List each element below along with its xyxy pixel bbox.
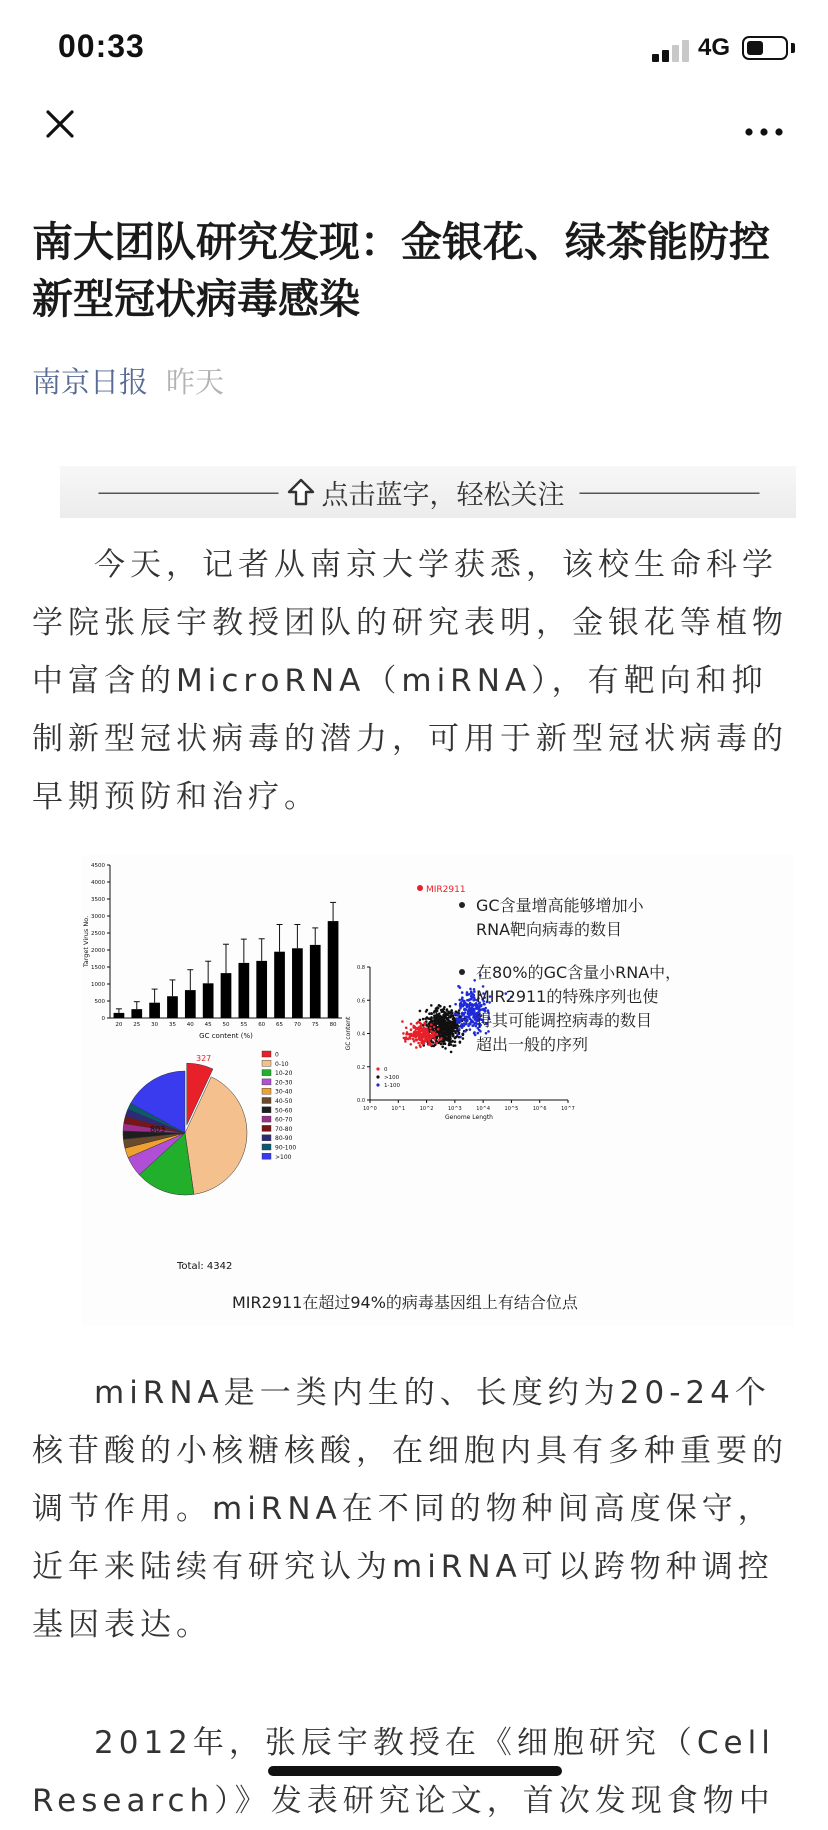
scatter-point xyxy=(430,1012,433,1015)
scatter-point xyxy=(464,1030,467,1033)
scatter-point xyxy=(458,1028,461,1031)
pie-legend-swatch xyxy=(262,1079,271,1085)
scatter-point xyxy=(438,1030,441,1033)
scatter-point xyxy=(440,1023,443,1026)
pie-legend-label: 0-10 xyxy=(275,1060,289,1068)
scatter-point xyxy=(415,1027,418,1030)
scatter-point xyxy=(462,1037,465,1040)
bar-y-tick-label: 2000 xyxy=(91,948,105,954)
scatter-point xyxy=(446,1009,449,1012)
scatter-point xyxy=(410,1023,413,1026)
scatter-point xyxy=(471,1011,474,1014)
scatter-legend-label: >100 xyxy=(384,1075,400,1081)
scatter-x-tick-label: 10^2 xyxy=(419,1106,434,1112)
scatter-point xyxy=(454,1041,457,1044)
scatter-point xyxy=(424,1036,427,1039)
bar-x-tick-label: 25 xyxy=(133,1022,141,1028)
pie-legend-label: 90-100 xyxy=(275,1144,297,1152)
bar-y-tick-label: 2500 xyxy=(91,931,105,937)
close-button[interactable] xyxy=(44,108,84,148)
bar-chart xyxy=(82,863,342,1040)
bar-y-tick-label: 3500 xyxy=(91,897,105,903)
scatter-y-label: GC content xyxy=(345,1016,352,1051)
scatter-point xyxy=(401,1020,404,1023)
scatter-point xyxy=(466,999,469,1002)
scatter-point xyxy=(463,1003,466,1006)
bar-x-tick-label: 50 xyxy=(222,1022,230,1028)
publish-date: 昨天 xyxy=(166,365,225,399)
paragraph-2: miRNA是一类内生的、长度约为20-24个核苷酸的小核糖核酸，在细胞内具有多种重要的调节作用。miRNA在不同的物种间高度保守，近年来陆续有研究认为miRNA可以跨物种调控基因表达。 xyxy=(32,1375,788,1643)
scatter-point xyxy=(417,1038,420,1041)
pie-legend-swatch xyxy=(262,1060,271,1066)
scatter-point xyxy=(421,1030,424,1033)
scatter-point xyxy=(447,1022,450,1025)
banner-divider-right: —————————— xyxy=(578,480,759,504)
scatter-point xyxy=(420,1023,423,1026)
scatter-point xyxy=(403,1037,406,1040)
arrow-up-icon xyxy=(286,477,316,507)
scatter-point xyxy=(473,996,476,999)
scatter-point xyxy=(415,1046,418,1049)
source-link[interactable]: 南京日报 xyxy=(32,365,149,399)
paragraph-1: 今天，记者从南京大学获悉，该校生命科学学院张辰宇教授团队的研究表明，金银花等植物中富含的MicroRNA（miRNA），有靶向和抑制新型冠状病毒的潜力，可用于新型冠状病毒的早期预防和治疗。 xyxy=(32,547,788,815)
scatter-y-tick-label: 0.8 xyxy=(357,965,365,971)
pie-legend-label: 70-80 xyxy=(275,1125,293,1133)
bar-x-tick-label: 65 xyxy=(276,1022,284,1028)
banner-divider-left: —————————— xyxy=(97,480,278,504)
pie-legend-swatch xyxy=(262,1135,271,1141)
scatter-point xyxy=(417,1034,420,1037)
scatter-point xyxy=(459,1003,462,1006)
bar xyxy=(203,983,214,1018)
scatter-point xyxy=(402,1032,405,1035)
close-icon xyxy=(44,108,84,148)
scatter-point xyxy=(415,1038,418,1041)
pie-legend-label: 40-50 xyxy=(275,1098,293,1105)
scatter-point xyxy=(452,1024,455,1027)
bullet-1-line-2: RNA靶向病毒的数目 xyxy=(476,920,623,939)
scatter-point xyxy=(473,1014,476,1017)
article-title: 南大团队研究发现：金银花、绿茶能防控新型冠状病毒感染 xyxy=(32,218,770,323)
scatter-point xyxy=(463,1019,466,1022)
scatter-point xyxy=(454,1027,457,1030)
pie-legend-swatch xyxy=(262,1144,271,1150)
scatter-legend-label: 0 xyxy=(384,1067,388,1073)
home-indicator[interactable] xyxy=(268,1766,562,1776)
more-icon xyxy=(740,112,792,148)
scatter-point xyxy=(448,1035,451,1038)
scatter-point xyxy=(413,1032,416,1035)
scatter-x-tick-label: 10^1 xyxy=(391,1106,406,1112)
scatter-point xyxy=(432,1041,435,1044)
bar-y-tick-label: 500 xyxy=(94,999,105,1005)
scatter-x-tick-label: 10^3 xyxy=(447,1106,462,1112)
article-meta xyxy=(32,360,224,401)
scatter-point xyxy=(433,1026,436,1029)
scatter-legend-marker xyxy=(376,1067,379,1070)
scatter-point xyxy=(423,1042,426,1045)
paragraph-3: 2012年，张辰宇教授在《细胞研究（Cell Research）》发表研究论文，首次发现食物中 xyxy=(32,1725,775,1819)
scatter-point xyxy=(433,1035,436,1038)
scatter-point xyxy=(419,1010,422,1013)
bullet-dot xyxy=(459,902,465,908)
bar-y-tick-label: 1000 xyxy=(91,982,105,988)
bar-y-tick-label: 1500 xyxy=(91,965,105,971)
pie-legend-label: 10-20 xyxy=(275,1070,293,1078)
scatter-point xyxy=(429,1027,432,1030)
scatter-point xyxy=(407,1038,410,1041)
bullet-1-line-1: GC含量增高能够增加小 xyxy=(476,896,644,915)
scatter-point xyxy=(457,1017,460,1020)
bar xyxy=(328,921,339,1018)
scatter-point xyxy=(435,1022,438,1025)
bar-y-tick-label: 3000 xyxy=(91,914,105,920)
scatter-point xyxy=(421,1040,424,1043)
scatter-point xyxy=(447,1033,450,1036)
pie-legend-swatch xyxy=(262,1116,271,1122)
research-figure xyxy=(82,855,794,1325)
scatter-y-tick-label: 0.0 xyxy=(357,1098,365,1104)
bar-y-tick-label: 4000 xyxy=(91,880,105,886)
scatter-point xyxy=(417,1042,420,1045)
pie-legend-swatch xyxy=(262,1088,271,1094)
scatter-point xyxy=(469,1008,472,1011)
scatter-point xyxy=(466,1018,469,1021)
pie-callout-2: 803 xyxy=(150,1125,166,1134)
pie-total: Total: 4342 xyxy=(177,1261,233,1272)
bar-x-tick-label: 75 xyxy=(311,1022,319,1028)
scatter-y-tick-label: 0.4 xyxy=(357,1031,365,1038)
scatter-point xyxy=(405,1027,408,1030)
scatter-point xyxy=(446,1029,449,1032)
pie-legend-swatch xyxy=(262,1098,271,1104)
scatter-point xyxy=(412,1038,415,1041)
scatter-point xyxy=(444,1012,447,1015)
scatter-point xyxy=(469,1028,472,1031)
bar-legend-label: MIR2911 xyxy=(426,885,466,895)
bullet-2-line-1: 在80%的GC含量小RNA中， xyxy=(476,963,682,982)
bullet-dot xyxy=(459,969,465,975)
pie-legend-label: 80-90 xyxy=(275,1135,293,1143)
scatter-point xyxy=(449,1005,452,1008)
bar-x-tick-label: 45 xyxy=(204,1022,212,1028)
scatter-point xyxy=(420,1032,423,1035)
pie-legend-label: 60-70 xyxy=(275,1116,293,1124)
scatter-point xyxy=(465,1005,468,1008)
scatter-point xyxy=(444,1034,447,1037)
pie-legend-swatch xyxy=(262,1070,271,1076)
scatter-legend-label: 1-100 xyxy=(384,1083,400,1089)
scatter-point xyxy=(432,1033,435,1036)
bar-x-tick-label: 20 xyxy=(115,1022,123,1028)
pie-legend-swatch xyxy=(262,1107,271,1113)
scatter-point xyxy=(410,1033,413,1036)
scatter-point xyxy=(451,1040,454,1043)
bar-x-tick-label: 35 xyxy=(168,1022,176,1028)
scatter-y-tick-label: 0.6 xyxy=(357,998,365,1005)
scatter-point xyxy=(426,1009,429,1012)
scatter-point xyxy=(457,985,460,988)
scatter-point xyxy=(462,1012,465,1015)
scatter-point xyxy=(472,1021,475,1024)
scatter-point xyxy=(440,1043,443,1046)
scatter-point xyxy=(476,1007,479,1010)
scatter-point xyxy=(461,1023,464,1026)
scatter-x-tick-label: 10^5 xyxy=(504,1106,519,1112)
scatter-point xyxy=(439,1005,442,1008)
scatter-point xyxy=(473,994,476,997)
scatter-point xyxy=(435,1042,438,1045)
bar xyxy=(238,963,249,1018)
scatter-point xyxy=(445,1038,448,1041)
scatter-point xyxy=(444,1047,447,1050)
scatter-point xyxy=(465,1016,468,1019)
scatter-x-tick-label: 10^0 xyxy=(363,1106,377,1112)
scatter-point xyxy=(438,1039,441,1042)
scatter-point xyxy=(451,1028,454,1031)
scatter-point xyxy=(456,1021,459,1024)
bar xyxy=(256,961,267,1018)
scatter-point xyxy=(470,995,473,998)
scatter-point xyxy=(461,1005,464,1008)
bar xyxy=(114,1013,125,1018)
bullet-2-line-2: MIR2911的特殊序列也使 xyxy=(476,987,659,1006)
network-label: 4G xyxy=(698,34,731,61)
scatter-point xyxy=(430,1030,433,1033)
scatter-point xyxy=(424,1029,427,1032)
scatter-point xyxy=(441,1009,444,1012)
scatter-point xyxy=(441,1046,444,1049)
scatter-point xyxy=(440,1037,443,1040)
scatter-x-tick-label: 10^7 xyxy=(561,1106,575,1112)
battery-cap xyxy=(791,43,795,53)
scatter-point xyxy=(458,1009,461,1012)
scatter-point xyxy=(465,1023,468,1026)
status-time: 00:33 xyxy=(58,28,145,64)
scatter-point xyxy=(445,1017,448,1020)
scatter-point xyxy=(470,1013,473,1016)
scatter-point xyxy=(450,1009,453,1012)
bar xyxy=(292,948,303,1018)
scatter-point xyxy=(463,1000,466,1003)
bar-x-label: GC content (%) xyxy=(199,1032,253,1040)
figure-canvas xyxy=(82,855,794,1325)
bar-x-tick-label: 70 xyxy=(293,1022,301,1028)
status-bar xyxy=(0,0,828,100)
bar-y-tick-label: 0 xyxy=(101,1016,105,1022)
bar xyxy=(310,945,321,1018)
cellular-signal-icon xyxy=(652,38,692,62)
follow-text: 点击蓝字，轻松关注 xyxy=(321,479,565,511)
scatter-point xyxy=(424,1017,427,1020)
bar-x-tick-label: 55 xyxy=(240,1022,248,1028)
pie-legend-label: >100 xyxy=(275,1153,292,1161)
scatter-point xyxy=(444,1026,447,1029)
scatter-point xyxy=(468,998,471,1001)
scatter-x-tick-label: 10^6 xyxy=(532,1106,547,1112)
scatter-point xyxy=(443,1040,446,1043)
scatter-point xyxy=(436,1006,439,1009)
scatter-point xyxy=(430,1017,433,1020)
scatter-point xyxy=(438,1035,441,1038)
pie-legend-label: 30-40 xyxy=(275,1088,293,1096)
scatter-point xyxy=(422,1026,425,1029)
scatter-point xyxy=(461,996,464,999)
scatter-point xyxy=(466,993,469,996)
scatter-point xyxy=(437,1028,440,1031)
scatter-point xyxy=(448,1016,451,1019)
bar-x-tick-label: 60 xyxy=(258,1022,266,1028)
scatter-point xyxy=(461,1033,464,1036)
bar xyxy=(149,1003,160,1018)
scatter-point xyxy=(438,1016,441,1019)
scatter-point xyxy=(450,1033,453,1036)
scatter-point xyxy=(447,1013,450,1016)
bar xyxy=(167,996,178,1018)
scatter-point xyxy=(442,1014,445,1017)
scatter-point xyxy=(434,1019,437,1022)
bar-y-tick-label: 4500 xyxy=(91,863,105,869)
figure-caption: MIR2911在超过94%的病毒基因组上有结合位点 xyxy=(232,1293,578,1312)
scatter-point xyxy=(484,1007,487,1010)
scatter-point xyxy=(435,1033,438,1036)
scatter-point xyxy=(410,1028,413,1031)
bar-y-label: Target Virus No. xyxy=(82,915,90,968)
scatter-point xyxy=(452,1015,455,1018)
pie-legend-label: 20-30 xyxy=(275,1079,293,1087)
scatter-point xyxy=(458,999,461,1002)
scatter-point xyxy=(423,1021,426,1024)
bullet-2-line-4: 超出一般的序列 xyxy=(476,1035,589,1054)
scatter-x-tick-label: 10^4 xyxy=(476,1106,491,1112)
scatter-point xyxy=(430,1019,433,1022)
bar-x-tick-label: 30 xyxy=(151,1022,159,1028)
scatter-point xyxy=(430,1004,433,1007)
scatter-point xyxy=(440,1026,443,1029)
bullet-2-line-3: 得其可能调控病毒的数目 xyxy=(476,1011,653,1030)
pie-legend-label: 0 xyxy=(275,1051,279,1059)
scatter-point xyxy=(465,1008,468,1011)
scatter-point xyxy=(459,1036,462,1039)
bar xyxy=(131,1009,142,1018)
bar-x-tick-label: 80 xyxy=(329,1022,337,1028)
pie-callout-1: 327 xyxy=(196,1054,212,1063)
scatter-point xyxy=(471,1004,474,1007)
scatter-point xyxy=(450,1043,453,1046)
scatter-point xyxy=(458,1014,461,1017)
scatter-point xyxy=(429,1044,432,1047)
scatter-point xyxy=(449,1024,452,1027)
battery-icon xyxy=(742,36,788,60)
scatter-point xyxy=(459,1041,462,1044)
scatter-point xyxy=(453,1030,456,1033)
follow-banner[interactable] xyxy=(60,466,796,518)
scatter-point xyxy=(405,1033,408,1036)
pie-legend-swatch xyxy=(262,1051,271,1057)
scatter-point xyxy=(435,1010,438,1013)
more-button[interactable] xyxy=(740,112,792,148)
scatter-y-tick-label: 0.2 xyxy=(357,1064,365,1071)
bar-x-tick-label: 40 xyxy=(186,1022,194,1028)
scatter-point xyxy=(427,1032,430,1035)
scatter-point xyxy=(430,1023,433,1026)
scatter-point xyxy=(441,1016,444,1019)
scatter-point xyxy=(417,1031,420,1034)
bar xyxy=(221,973,232,1018)
scatter-legend-marker xyxy=(376,1075,379,1078)
scatter-point xyxy=(469,988,472,991)
scatter-point xyxy=(412,1025,415,1028)
scatter-point xyxy=(473,1032,476,1035)
scatter-point xyxy=(433,1014,436,1017)
scatter-point xyxy=(419,1046,422,1049)
scatter-legend-marker xyxy=(376,1083,379,1086)
scatter-point xyxy=(419,1019,422,1022)
scatter-x-label: Genome Length xyxy=(445,1114,493,1121)
pie-legend-swatch xyxy=(262,1153,271,1159)
bullet-dot xyxy=(417,885,423,891)
scatter-point xyxy=(416,1022,419,1025)
scatter-point xyxy=(468,1016,471,1019)
scatter-point xyxy=(454,1044,457,1047)
scatter-point xyxy=(487,1030,490,1033)
pie-legend-label: 50-60 xyxy=(275,1107,293,1115)
scatter-point xyxy=(477,1032,480,1035)
bar xyxy=(274,952,285,1018)
scatter-point xyxy=(453,1019,456,1022)
scatter-point xyxy=(456,1033,459,1036)
bar xyxy=(185,990,196,1018)
scatter-point xyxy=(454,1003,457,1006)
scatter-point xyxy=(433,1038,436,1041)
scatter-point xyxy=(444,1043,447,1046)
scatter-point xyxy=(470,1019,473,1022)
scatter-point xyxy=(473,988,476,991)
pie-chart xyxy=(123,1051,296,1195)
scatter-point xyxy=(461,991,464,994)
scatter-point xyxy=(422,1018,425,1021)
scatter-point xyxy=(410,1043,413,1046)
scatter-point xyxy=(404,1040,407,1043)
scatter-point xyxy=(409,1037,412,1040)
pie-legend-swatch xyxy=(262,1125,271,1131)
scatter-point xyxy=(428,1037,431,1040)
scatter-point xyxy=(450,1051,453,1054)
